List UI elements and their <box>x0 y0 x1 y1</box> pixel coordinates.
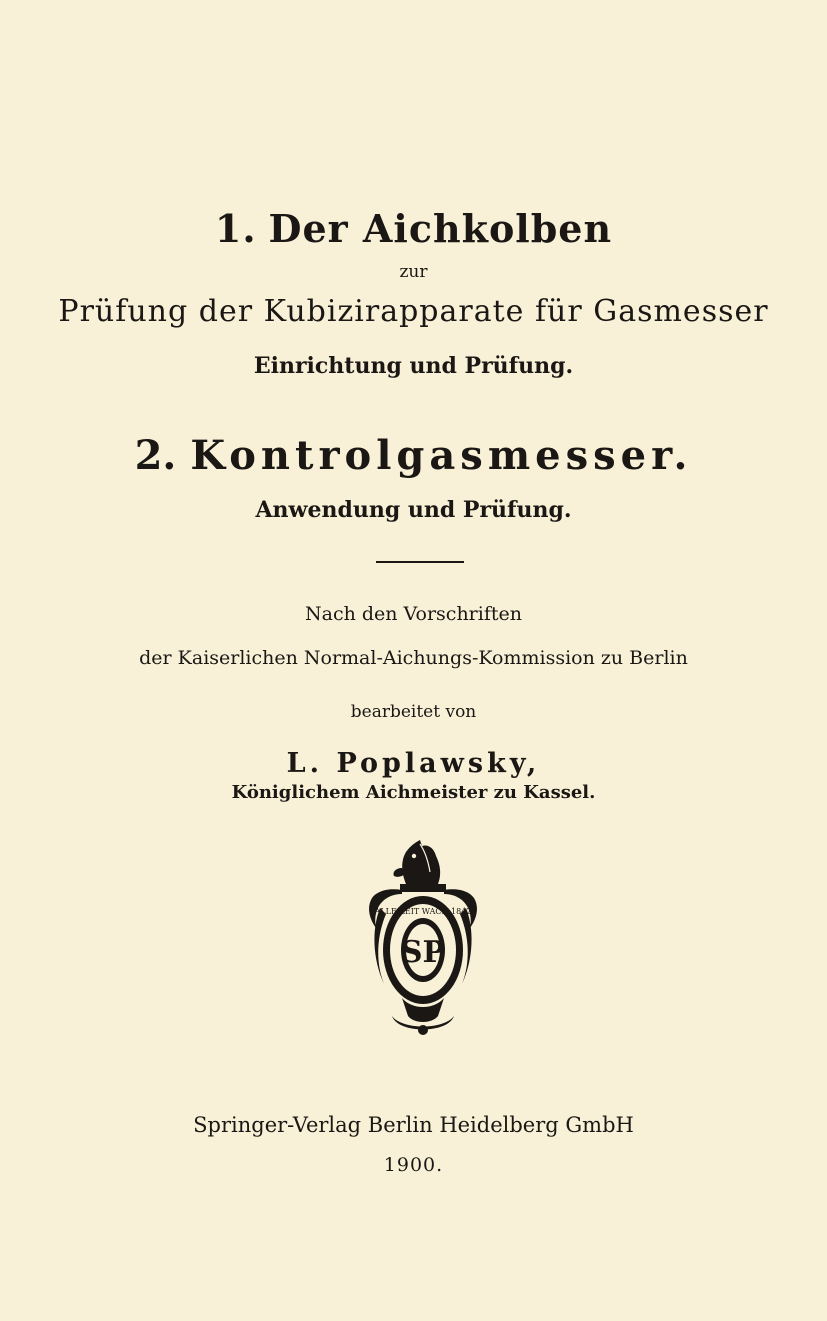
title-2-number: 2. <box>134 432 177 479</box>
divider-rule <box>376 561 464 563</box>
title-2 <box>0 432 827 479</box>
author-name: L. Poplawsky, <box>286 748 541 779</box>
title-2-text: Kontrolgasmesser. <box>190 432 693 479</box>
subtitle-2: Einrichtung und Prüfung. <box>253 353 574 379</box>
subtitle-1: Prüfung der Kubizirapparate für Gasmesser <box>58 294 769 329</box>
title-1-number: 1. <box>214 206 257 251</box>
title-1 <box>0 206 827 251</box>
author-role: Königlichem Aichmeister zu Kassel. <box>231 782 596 803</box>
springer-knight-logo-icon <box>362 838 484 1040</box>
subtitle-3: Anwendung und Prüfung. <box>255 497 572 523</box>
logo-lettering: ALLE ZEIT WACH 1842 <box>374 907 472 916</box>
publisher: Springer-Verlag Berlin Heidelberg GmbH <box>193 1113 634 1137</box>
title-1-text: Der Aichkolben <box>268 206 613 251</box>
edited-by: bearbeitet von <box>350 702 477 722</box>
publication-year: 1900. <box>383 1154 444 1176</box>
source-line-2: der Kaiserlichen Normal-Aichungs-Kommission zu Berlin <box>139 647 688 669</box>
connector-zur: zur <box>399 262 428 282</box>
source-line-1: Nach den Vorschriften <box>305 603 522 625</box>
logo-monogram: SP <box>400 935 446 970</box>
